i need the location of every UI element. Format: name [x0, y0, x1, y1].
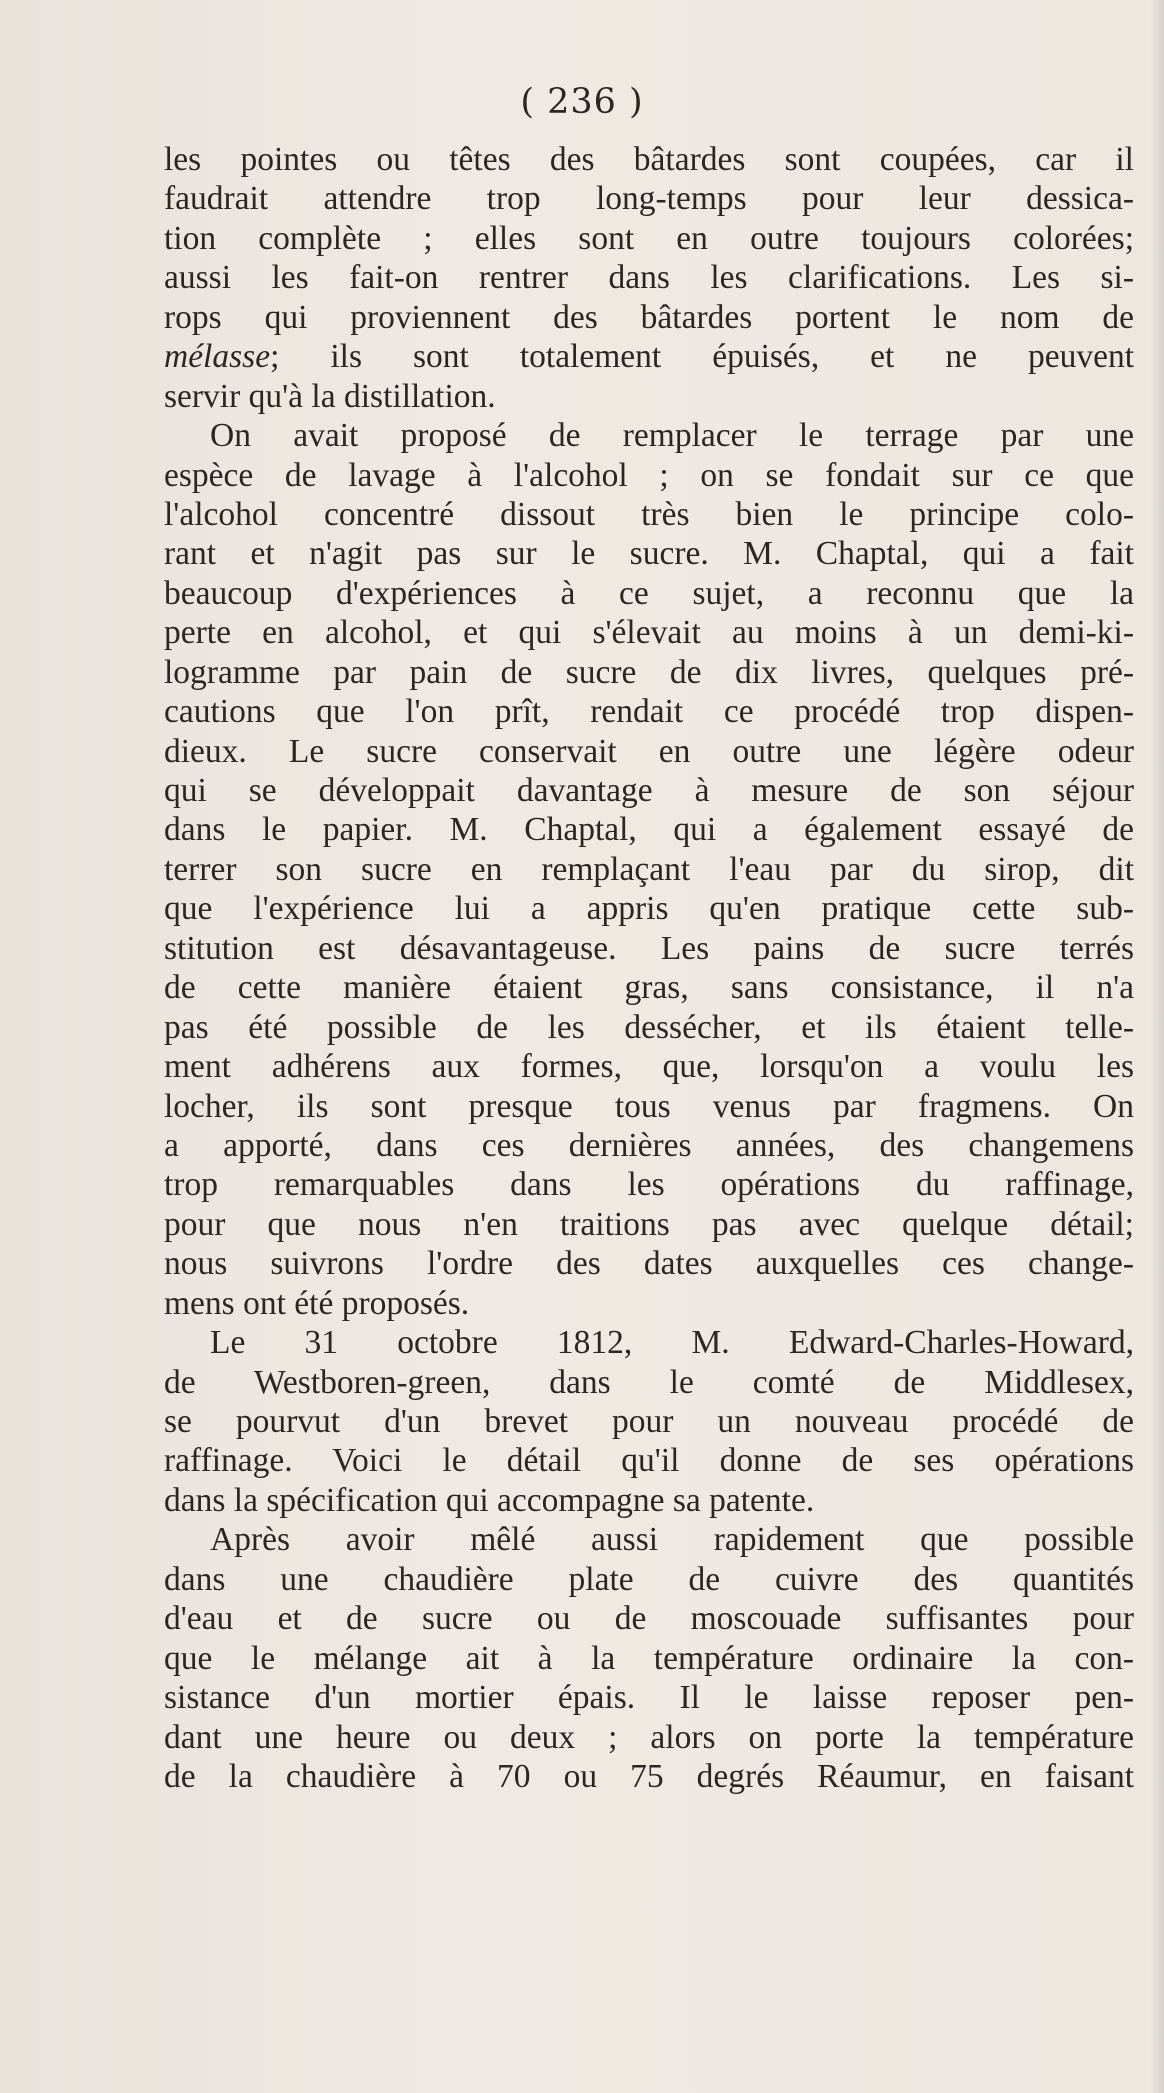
text-line: tion complète ; elles sont en outre toujours colorées;	[164, 219, 1134, 257]
text-line: pour que nous n'en traitions pas avec quelque détail;	[164, 1205, 1134, 1243]
text-line: d'eau et de sucre ou de moscouade suffisantes pour	[164, 1600, 1134, 1638]
text-line: sistance d'un mortier épais. Il le laisse reposer pen-	[164, 1679, 1134, 1717]
text-line: mélasse; ils sont totalement épuisés, et ne peuvent	[164, 338, 1134, 376]
text-line: ment adhérens aux formes, que, lorsqu'on a voulu les	[164, 1048, 1134, 1086]
text-line: pas été possible de les dessécher, et ils étaient telle-	[164, 1008, 1134, 1046]
text-line: de Westboren-green, dans le comté de Middlesex,	[164, 1363, 1134, 1401]
text-line: trop remarquables dans les opérations du raffinage,	[164, 1166, 1134, 1204]
text-line: de la chaudière à 70 ou 75 degrés Réaumur, en faisant	[164, 1757, 1134, 1795]
text-line: mens ont été proposés.	[164, 1284, 470, 1322]
text-line: que le mélange ait à la température ordinaire la con-	[164, 1639, 1134, 1677]
text-line: servir qu'à la distillation.	[164, 377, 496, 415]
text-line: terrer son sucre en remplaçant l'eau par du sirop, dit	[164, 850, 1134, 888]
text-line: dant une heure ou deux ; alors on porte la température	[164, 1718, 1134, 1756]
text-line: On avait proposé de remplacer le terrage par une	[210, 417, 1134, 455]
text-line: locher, ils sont presque tous venus par fragmens. On	[164, 1087, 1134, 1125]
page-gutter-shadow	[1150, 0, 1164, 2093]
text-line: raffinage. Voici le détail qu'il donne de ses opérations	[164, 1442, 1134, 1480]
text-line: faudrait attendre trop long-temps pour leur dessica-	[164, 180, 1134, 218]
text-line: que l'expérience lui a appris qu'en pratique cette sub-	[164, 890, 1134, 928]
italic-term: mélasse	[164, 338, 271, 376]
text-line: qui se développait davantage à mesure de son séjour	[164, 772, 1134, 809]
text-line: les pointes ou têtes des bâtardes sont coupées, car il	[164, 141, 1134, 178]
text-line: Après avoir mêlé aussi rapidement que possible	[210, 1521, 1134, 1559]
text-line: stitution est désavantageuse. Les pains de sucre terrés	[164, 929, 1134, 967]
text-line: cautions que l'on prît, rendait ce procédé trop dispen-	[164, 693, 1134, 731]
text-line: dieux. Le sucre conservait en outre une légère odeur	[164, 732, 1134, 770]
text-line: logramme par pain de sucre de dix livres, quelques pré-	[164, 653, 1134, 691]
body-text	[164, 140, 1134, 1796]
text-line: rant et n'agit pas sur le sucre. M. Chaptal, qui a fait	[164, 535, 1134, 573]
text-line: dans le papier. M. Chaptal, qui a également essayé de	[164, 811, 1134, 849]
page-number: ( 236 )	[520, 82, 644, 122]
text-line: Le 31 octobre 1812, M. Edward-Charles-Howard,	[210, 1324, 1134, 1362]
text-line: l'alcohol concentré dissout très bien le principe colo-	[164, 495, 1134, 533]
text-line: espèce de lavage à l'alcohol ; on se fondait sur ce que	[164, 456, 1134, 494]
text-line: rops qui proviennent des bâtardes portent le nom de	[164, 298, 1134, 336]
text-line: nous suivrons l'ordre des dates auxquelles ces change-	[164, 1245, 1134, 1283]
text-line: dans une chaudière plate de cuivre des quantités	[164, 1560, 1134, 1598]
text-line: perte en alcohol, et qui s'élevait au moins à un demi-ki-	[164, 614, 1134, 652]
text-line: de cette manière étaient gras, sans consistance, il n'a	[164, 969, 1134, 1007]
text-line: a apporté, dans ces dernières années, des changemens	[164, 1126, 1134, 1164]
text-line: beaucoup d'expériences à ce sujet, a reconnu que la	[164, 574, 1134, 612]
text-line: aussi les fait-on rentrer dans les clarifications. Les si-	[164, 259, 1134, 297]
text-line: se pourvut d'un brevet pour un nouveau procédé de	[164, 1403, 1134, 1440]
text-line: dans la spécification qui accompagne sa patente.	[164, 1481, 815, 1519]
